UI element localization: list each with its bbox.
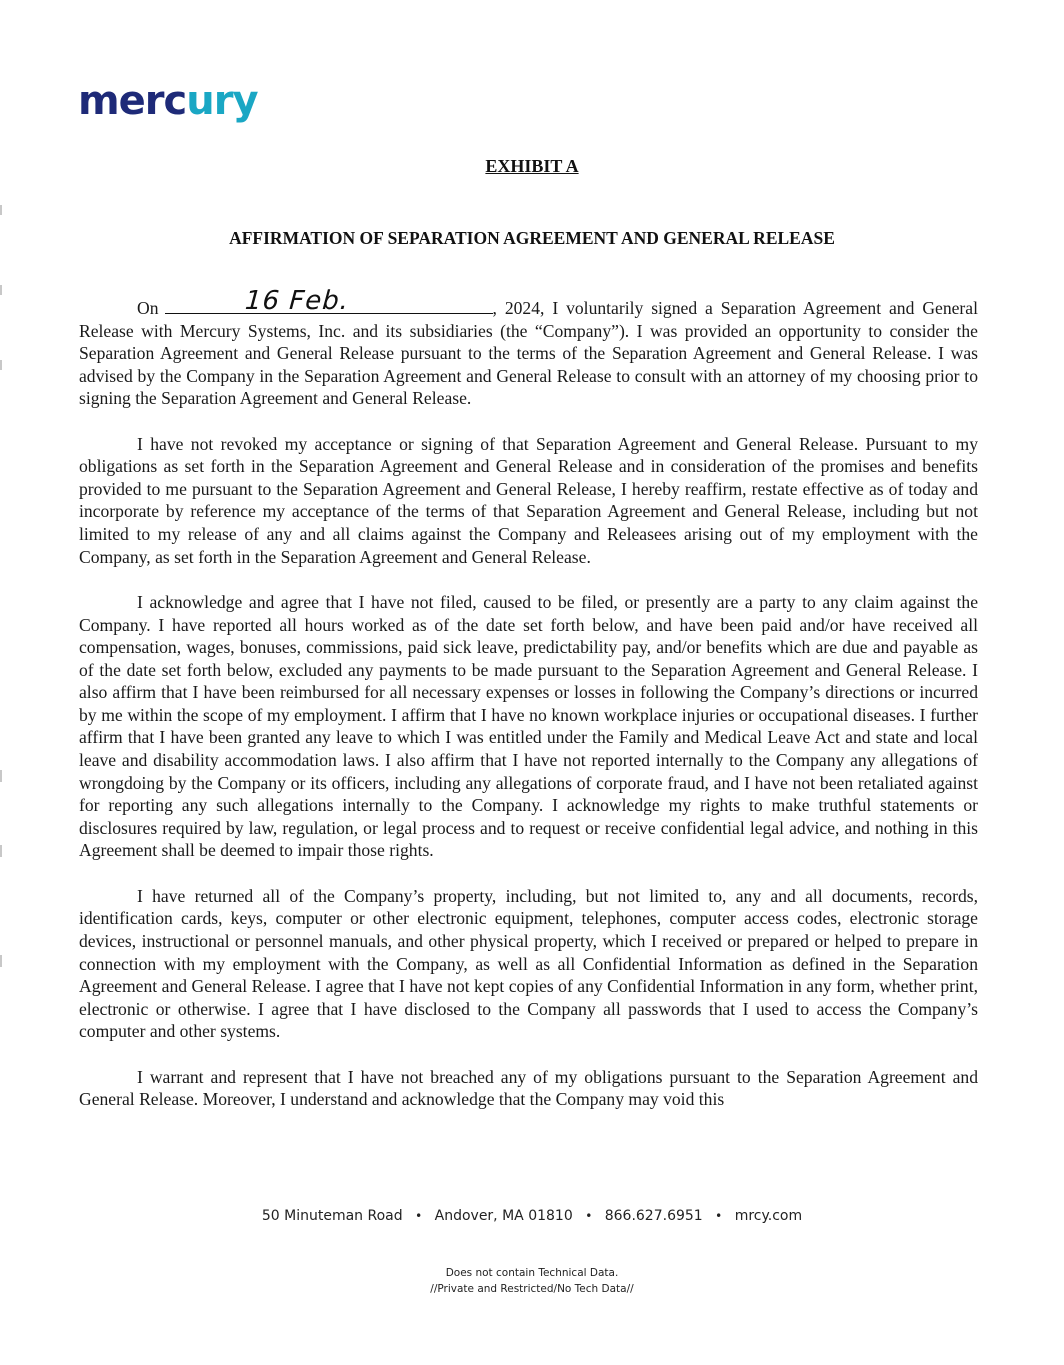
footer-separator: • bbox=[715, 1209, 723, 1223]
handwritten-date: 16 Feb. bbox=[243, 286, 350, 316]
on-prefix: On bbox=[137, 298, 159, 318]
paragraph-1-text: , 2024, I voluntarily signed a Separation Agreement and General Release with Mercury Systems, Inc. and its subsidiaries (the “Company”). I was provided an opportunity to consider the Separation Agreement and General Release pursuant to the terms of the Separation Agreement and General Release. I was advised by the Company in the Separation Agreement and General Release to consult with an attorney of my choosing prior to signing the Separation Agreement and General Release. bbox=[79, 298, 978, 409]
paragraph-warrant: I warrant and represent that I have not breached any of my obligations pursuant to the Separation Agreement and General Release. Moreover, I understand and acknowledge that the Company may void this bbox=[79, 1066, 978, 1110]
footer-city: Andover, MA 01810 bbox=[434, 1208, 573, 1224]
scan-edge-mark bbox=[0, 955, 2, 967]
scan-edge-mark bbox=[0, 360, 2, 370]
footer-separator: • bbox=[415, 1209, 423, 1223]
date-blank-line bbox=[165, 286, 493, 316]
document-title: AFFIRMATION OF SEPARATION AGREEMENT AND GENERAL RELEASE bbox=[229, 228, 835, 248]
footer-separator: • bbox=[585, 1209, 593, 1223]
document-body bbox=[79, 286, 978, 1133]
paragraph-acknowledge: I acknowledge and agree that I have not filed, caused to be filed, or presently are a party to any claim against the Company. I have reported all hours worked as of the date set forth below, and have been paid and/or have received all compensation, wages, bonuses, commissions, paid sick leave, predictability pay, and/or benefits which are due and payable as of the date set forth below, excluded any payments to be made pursuant to the Separation Agreement and General Release. I also affirm that I have been reimbursed for all necessary expenses or losses in following the Company’s directions or incurred by me within the scope of my employment. I affirm that I have no known workplace injuries or occupational diseases. I further affirm that I have been granted any leave to which I was entitled under the Family and Medical Leave Act and state and local leave and disability accommodation laws. I also affirm that I have not reported internally to the Company any allegations of wrongdoing by the Company or its officers, including any allegations of corporate fraud, and I have not been retaliated against for reporting any such allegations internally to the Company. I acknowledge my rights to make truthful statements or disclosures required by law, regulation, or legal process and to request or receive confidential legal advice, and nothing in this Agreement shall be deemed to impair those rights. bbox=[79, 591, 978, 861]
footer-classification-note bbox=[0, 1265, 1064, 1297]
scan-edge-mark bbox=[0, 205, 2, 215]
footer-street: 50 Minuteman Road bbox=[261, 1208, 403, 1224]
footer-note-line-1: Does not contain Technical Data. bbox=[445, 1267, 619, 1279]
paragraph-affirmation-date bbox=[79, 286, 978, 410]
scan-edge-mark bbox=[0, 285, 2, 295]
scan-edge-mark bbox=[0, 845, 2, 857]
footer-phone: 866.627.6951 bbox=[604, 1208, 703, 1224]
footer-address bbox=[0, 1208, 1064, 1224]
paragraph-returned-property: I have returned all of the Company’s property, including, but not limited to, any and all documents, records, identification cards, keys, computer or other electronic equipment, telephones, computer access codes, electronic storage devices, instructional or personnel manuals, and other physical property, which I received or prepared or helped to prepare in connection with my employment with the Company, as well as all Confidential Information as defined in the Separation Agreement and General Release. I agree that I have not kept copies of any Confidential Information in any form, whether print, electronic or otherwise. I agree that I have disclosed to the Company all passwords that I used to access the Company’s computer and other systems. bbox=[79, 885, 978, 1042]
paragraph-not-revoked: I have not revoked my acceptance or signing of that Separation Agreement and General Release. Pursuant to my obligations as set forth in the Separation Agreement and General Release and in consideration of the promises and benefits provided to me pursuant to the Separation Agreement and General Release, I hereby reaffirm, restate effective as of today and incorporate by reference my acceptance of the terms of that Separation Agreement and General Release, including but not limited to my release of any and all claims against the Company and Releasees arising out of my employment with the Company, as set forth in the Separation Agreement and General Release. bbox=[79, 433, 978, 567]
svg-text:mercury: mercury bbox=[78, 78, 258, 124]
exhibit-label: EXHIBIT A bbox=[485, 156, 579, 176]
scan-edge-mark bbox=[0, 770, 2, 782]
mercury-logo bbox=[78, 78, 268, 126]
footer-website: mrcy.com bbox=[734, 1208, 803, 1224]
footer-note-line-2: //Private and Restricted/No Tech Data// bbox=[430, 1283, 634, 1295]
